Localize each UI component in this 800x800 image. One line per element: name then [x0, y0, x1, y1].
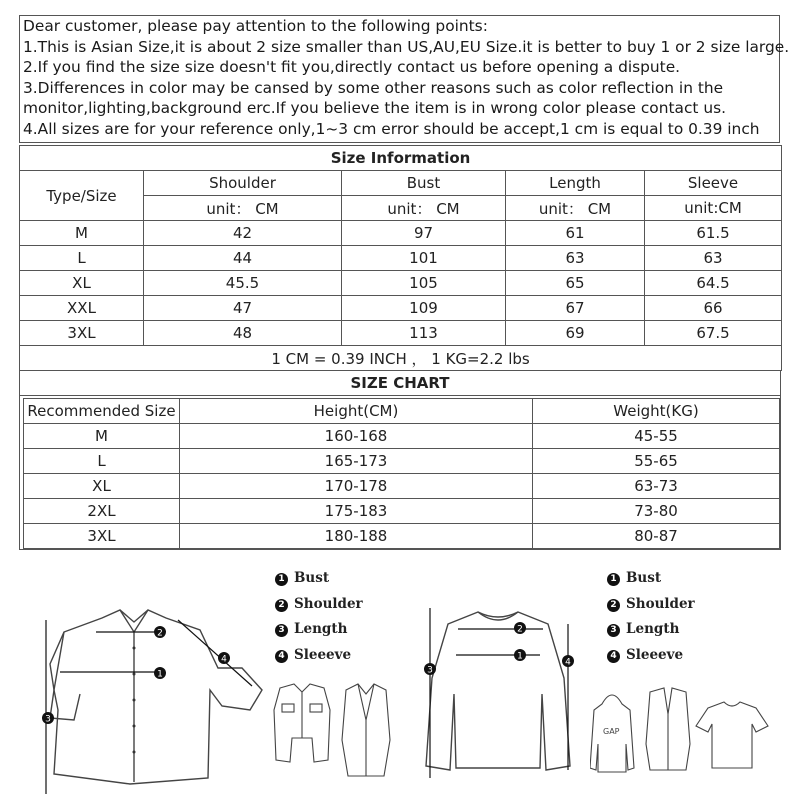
value-cell: 44	[144, 246, 342, 271]
value-cell: 45.5	[144, 271, 342, 296]
legend-label: Length	[294, 621, 348, 638]
svg-text:3: 3	[45, 714, 51, 725]
svg-text:1: 1	[517, 651, 523, 662]
value-cell: 61.5	[645, 221, 782, 246]
size-cell: M	[20, 221, 144, 246]
value-cell: 101	[342, 246, 506, 271]
col-header: Weight(KG)	[533, 399, 780, 424]
hoodie-print: GAP	[603, 727, 620, 736]
size-chart-title: SIZE CHART	[20, 371, 780, 396]
size-cell: L	[20, 246, 144, 271]
marker-1	[154, 667, 166, 680]
length-marker-icon: 3	[275, 624, 288, 637]
weight-cell: 55-65	[533, 449, 780, 474]
table-row	[20, 296, 782, 321]
size-info-title: Size Information	[20, 146, 782, 171]
value-cell: 109	[342, 296, 506, 321]
unit-label: unit:CM	[645, 196, 782, 221]
svg-text:2: 2	[517, 624, 523, 635]
notice-line: 2.If you find the size size doesn't fit you,directly contact us before opening a dispute.	[23, 58, 681, 77]
table-row	[24, 449, 780, 474]
size-cell: XL	[24, 474, 180, 499]
bust-marker-icon: 1	[607, 573, 620, 586]
legend-label: Bust	[294, 570, 330, 586]
table-row	[20, 221, 782, 246]
shirt-legend	[275, 566, 363, 669]
height-cell: 175-183	[180, 499, 533, 524]
size-cell: XXL	[20, 296, 144, 321]
marker-3	[424, 663, 436, 676]
size-cell: 2XL	[24, 499, 180, 524]
sweater-outline-icon	[426, 612, 570, 770]
sleeve-marker-icon: 4	[275, 650, 288, 663]
sleeve-line	[178, 620, 252, 686]
notice-line: 4.All sizes are for your reference only,1~3 cm error should be accept,1 cm is equal to 0.39 inch	[23, 119, 760, 138]
jackets-illustration	[262, 680, 392, 790]
sweater-diagram	[418, 598, 593, 788]
legend-label: Sleeeve	[626, 647, 684, 664]
value-cell: 69	[506, 321, 645, 346]
value-cell: 66	[645, 296, 782, 321]
size-cell: 3XL	[24, 524, 180, 549]
weight-cell: 45-55	[533, 424, 780, 449]
value-cell: 63	[645, 246, 782, 271]
legend-label: Shoulder	[626, 595, 695, 612]
marker-4	[218, 652, 230, 665]
table-row	[24, 499, 780, 524]
size-chart	[19, 370, 781, 550]
shirt-diagram	[30, 598, 275, 798]
legend-item	[607, 566, 695, 592]
notice-line: Dear customer, please pay attention to the following points:	[23, 17, 488, 35]
weight-cell: 63-73	[533, 474, 780, 499]
legend-item	[275, 617, 363, 643]
weight-cell: 73-80	[533, 499, 780, 524]
size-cell: XL	[20, 271, 144, 296]
svg-text:1: 1	[157, 669, 163, 680]
value-cell: 97	[342, 221, 506, 246]
col-header: Sleeve	[645, 171, 782, 196]
legend-label: Shoulder	[294, 595, 363, 612]
notice-line: monitor,lighting,background erc.If you believe the item is in wrong color please contact us.	[23, 99, 726, 118]
marker-1	[514, 649, 526, 662]
marker-3	[42, 712, 54, 725]
table-row	[20, 246, 782, 271]
table-row	[20, 271, 782, 296]
svg-text:4: 4	[221, 654, 227, 665]
value-cell: 42	[144, 221, 342, 246]
size-cell: M	[24, 424, 180, 449]
value-cell: 63	[506, 246, 645, 271]
sleeve-marker-icon: 4	[607, 650, 620, 663]
size-information-table	[19, 145, 782, 371]
marker-2	[154, 626, 166, 639]
marker-2	[514, 622, 526, 635]
unit-label: unit： CM	[144, 196, 342, 221]
value-cell: 47	[144, 296, 342, 321]
shoulder-marker-icon: 2	[275, 599, 288, 612]
size-cell: L	[24, 449, 180, 474]
type-size-header: Type/Size	[20, 171, 144, 221]
legend-item	[607, 643, 695, 669]
value-cell: 105	[342, 271, 506, 296]
customer-notice	[19, 15, 790, 143]
height-cell: 165-173	[180, 449, 533, 474]
bust-marker-icon: 1	[275, 573, 288, 586]
col-header: Recommended Size	[24, 399, 180, 424]
value-cell: 61	[506, 221, 645, 246]
size-chart-table	[23, 398, 780, 549]
height-cell: 170-178	[180, 474, 533, 499]
tshirt-icon	[696, 702, 768, 768]
legend-item	[275, 566, 363, 592]
svg-text:4: 4	[565, 657, 571, 668]
shoulder-marker-icon: 2	[607, 599, 620, 612]
legend-item	[275, 643, 363, 669]
svg-text:3: 3	[427, 665, 433, 676]
value-cell: 65	[506, 271, 645, 296]
weight-cell: 80-87	[533, 524, 780, 549]
col-header: Length	[506, 171, 645, 196]
tops-illustration	[590, 684, 790, 790]
height-cell: 180-188	[180, 524, 533, 549]
col-header: Bust	[342, 171, 506, 196]
col-header: Shoulder	[144, 171, 342, 196]
col-header: Height(CM)	[180, 399, 533, 424]
table-row	[20, 321, 782, 346]
legend-item	[607, 617, 695, 643]
svg-text:2: 2	[157, 628, 163, 639]
shirt-sleeve	[50, 632, 80, 720]
unit-label: unit： CM	[506, 196, 645, 221]
height-cell: 160-168	[180, 424, 533, 449]
legend-item	[275, 592, 363, 618]
legend-label: Bust	[626, 570, 662, 586]
table-row	[24, 524, 780, 549]
length-marker-icon: 3	[607, 624, 620, 637]
sweater-legend	[607, 566, 695, 669]
value-cell: 67	[506, 296, 645, 321]
value-cell: 113	[342, 321, 506, 346]
value-cell: 67.5	[645, 321, 782, 346]
marker-4	[562, 655, 574, 668]
legend-label: Length	[626, 621, 680, 638]
legend-item	[607, 592, 695, 618]
notice-line: 3.Differences in color may be cansed by some other reasons such as color reflection in the	[23, 78, 724, 97]
table-row	[24, 424, 780, 449]
value-cell: 48	[144, 321, 342, 346]
legend-label: Sleeeve	[294, 647, 352, 664]
value-cell: 64.5	[645, 271, 782, 296]
table-row	[24, 474, 780, 499]
conversion-note: 1 CM = 0.39 INCH ， 1 KG=2.2 lbs	[20, 346, 782, 371]
notice-line: 1.This is Asian Size,it is about 2 size smaller than US,AU,EU Size.it is better to buy 1 or 2 size large.	[23, 37, 790, 56]
size-cell: 3XL	[20, 321, 144, 346]
unit-label: unit： CM	[342, 196, 506, 221]
